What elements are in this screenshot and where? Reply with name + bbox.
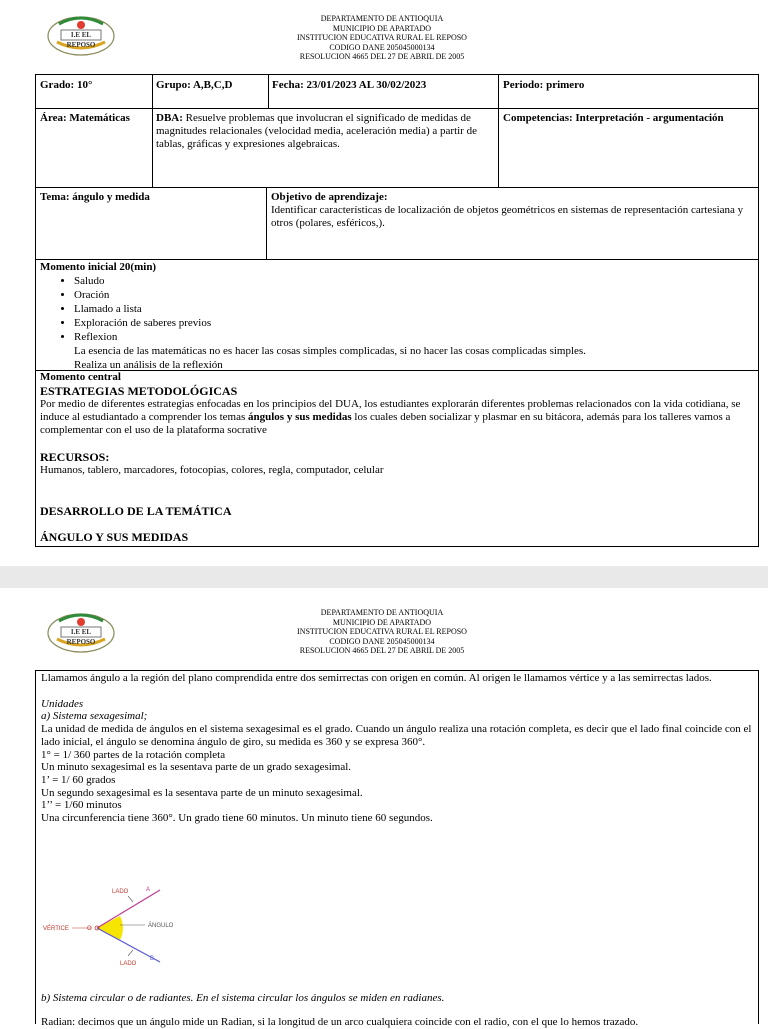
sistema-b: b) Sistema circular o de radiantes. En el sistema circular los ángulos se miden en radianes.: [41, 992, 445, 1004]
recursos-title: RECURSOS:: [40, 450, 110, 464]
paragraph: Una circunferencia tiene 360°. Un grado tiene 60 minutos. Un minuto tiene 60 segundos.: [41, 812, 433, 825]
paragraph: 1’ = 1/ 60 grados: [41, 773, 116, 786]
periodo-label: Periodo: primero: [503, 79, 585, 91]
list-item: • Reflexion: [74, 330, 754, 344]
reflexion-task: Realiza un análisis de la reflexión: [74, 359, 223, 371]
school-logo: [45, 12, 117, 58]
paragraph: La unidad de medida de ángulos en el sistema sexagesimal es el grado. Cuando un ángulo realiza una rotación completa, es decir que el lado final coincide con el lado inicial, el ángulo se denomina ángulo de giro, su medida es 360 y se expresa 360°.: [41, 723, 752, 748]
paragraph: Un minuto sexagesimal es la sesentava parte de un grado sexagesimal.: [41, 761, 352, 774]
reflexion-text: La esencia de las matemáticas no es hacer las cosas simples complicadas, si no hacer las cosas complicadas simples.: [74, 345, 586, 357]
header-line: DEPARTAMENTO DE ANTIOQUIA: [320, 608, 444, 617]
momento-inicial: [37, 260, 757, 374]
fecha-label: Fecha: 23/01/2023 AL 30/02/2023: [272, 79, 427, 91]
dba-label: DBA:: [156, 112, 183, 124]
label-b: B: [150, 956, 155, 962]
objetivo-text: Identificar características de localización de objetos geométricos en sistemas de representación cartesiana y otros (polares, esféricos,).: [271, 204, 744, 229]
angle-diagram: [40, 880, 190, 972]
label-lado-bottom: LADO: [120, 961, 137, 967]
paragraph: 1° = 1/ 360 partes de la rotación completa: [41, 748, 226, 761]
logo-text: I.E EL REPOSO: [66, 31, 96, 49]
recursos-text: Humanos, tablero, marcadores, fotocopias, colores, regla, computador, celular: [40, 464, 384, 476]
momento-central-title: Momento central: [40, 371, 121, 383]
list-item: • Oración: [74, 288, 754, 302]
header-line: MUNICIPIO DE APARTADO: [332, 23, 432, 33]
page2-header: [230, 608, 534, 656]
momento-central: [37, 371, 757, 546]
radian-definition: Radian: decimos que un ángulo mide un Radian, si la longitud de un arco cualquiera coincide con el radio, con el que lo hemos trazado.: [41, 1016, 639, 1028]
grupo-label: Grupo: A,B,C,D: [156, 79, 233, 91]
list-item: • Saludo: [74, 274, 754, 288]
list-item: • Llamado a lista: [74, 302, 754, 316]
list-item: • Exploración de saberes previos: [74, 316, 754, 330]
paragraph: Un segundo sexagesimal es la sesentava parte de un minuto sexagesimal.: [41, 786, 363, 799]
header-line: CODIGO DANE 205045000134: [329, 636, 435, 646]
label-angulo: ÁNGULO: [148, 923, 174, 929]
unidades-title: Unidades: [41, 697, 84, 710]
dba-text: Resuelve problemas que involucran el significado de medidas de magnitudes relacionales (velocidad media, aceleración media) a partir de tablas, gráficas y expresiones algebraicas.: [156, 112, 477, 150]
tema-label: Tema: ángulo y medida: [40, 191, 150, 203]
label-vertice: VÉRTICE: [43, 926, 69, 932]
label-a: A: [146, 887, 151, 893]
label-o: O: [87, 926, 92, 932]
logo-text: I.E EL REPOSO: [66, 628, 96, 646]
momento-inicial-list: [40, 274, 754, 344]
page-separator: [0, 566, 768, 588]
header-line: RESOLUCION 4665 DEL 27 DE ABRIL DE 2005: [299, 646, 465, 655]
objetivo-label: Objetivo de aprendizaje:: [271, 191, 388, 203]
competencias-label: Competencias: Interpretación - argumentación: [503, 112, 724, 124]
sistema-a: a) Sistema sexagesimal;: [41, 710, 148, 723]
area-label: Área: Matemáticas: [40, 112, 130, 124]
grado-label: Grado: 10°: [40, 79, 93, 91]
estrategias-title: ESTRATEGIAS METODOLÓGICAS: [40, 384, 238, 398]
desarrollo-title: DESARROLLO DE LA TEMÁTICA: [40, 504, 232, 518]
header-line: MUNICIPIO DE APARTADO: [332, 617, 432, 627]
header-line: DEPARTAMENTO DE ANTIOQUIA: [320, 14, 444, 23]
header-line: INSTITUCION EDUCATIVA RURAL EL REPOSO: [297, 627, 467, 636]
paragraph: 1’’ = 1/60 minutos: [41, 799, 122, 812]
estrategias-text: Por medio de diferentes estrategias enfocadas en los principios del DUA, los estudiantes explorarán diferentes problemas relacionados con la vida cotidiana, se induce al estudiantado a comprender los temas ángulos y sus medidas los cuales deben socializar y plasmar en su bitácora, además para los talleres vamos a complementar con el uso de la plataforma socrative: [40, 398, 741, 436]
header-line: CODIGO DANE 205045000134: [329, 42, 435, 52]
angulo-title: ÁNGULO Y SUS MEDIDAS: [40, 530, 189, 544]
page1-header: [230, 14, 534, 62]
school-logo: [45, 609, 117, 655]
label-lado-top: LADO: [112, 889, 129, 895]
header-line: RESOLUCION 4665 DEL 27 DE ABRIL DE 2005: [299, 52, 465, 61]
dba-cell: [153, 110, 498, 153]
header-line: INSTITUCION EDUCATIVA RURAL EL REPOSO: [297, 33, 467, 42]
intro-text: Llamamos ángulo a la región del plano comprendida entre dos semirrectas con origen en común. Al origen le llamamos vértice y a las semirrectas lados.: [41, 672, 712, 684]
momento-inicial-title: Momento inicial 20(min): [40, 261, 157, 273]
objetivo-cell: [268, 189, 758, 232]
